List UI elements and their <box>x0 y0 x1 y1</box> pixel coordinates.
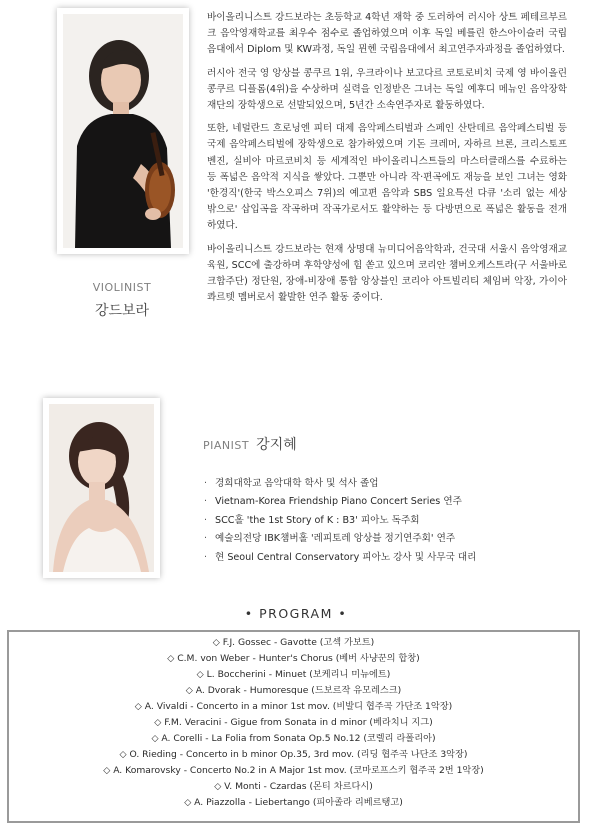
pianist-photo <box>43 398 160 578</box>
bullet-icon: · <box>204 496 208 508</box>
violinist-portrait <box>63 14 183 248</box>
bullet-icon: · <box>204 551 208 563</box>
program-item: ◇ F.J. Gossec - Gavotte (고섹 가보트) <box>212 637 375 648</box>
pianist-name: 강지혜 <box>256 437 297 453</box>
career-item: Vietnam-Korea Friendship Piano Concert Series 연주 <box>215 496 462 508</box>
bullet-icon: · <box>204 478 208 489</box>
list-item <box>204 530 476 548</box>
list-item <box>204 475 476 493</box>
bullet-icon: · <box>204 533 208 545</box>
violinist-name: 강드보라 <box>94 303 150 319</box>
program-item: ◇ F.M. Veracini - Gigue from Sonata in d minor (베라치니 지그) <box>154 717 433 728</box>
program-title: • PROGRAM • <box>244 606 348 621</box>
program-item: ◇ O. Rieding - Concerto in b minor Op.35, 3rd mov. (리딩 협주곡 나단조 3악장) <box>119 749 468 760</box>
career-item: 예술의전당 IBK챔버홀 '레피토레 앙상블 정기연주회' 연주 <box>215 533 456 545</box>
pianist-portrait <box>49 404 154 572</box>
career-item: 경희대학교 음악대학 학사 및 석사 졸업 <box>215 478 379 489</box>
program-item: ◇ A. Dvorak - Humoresque (드보르작 유모레스크) <box>185 685 402 696</box>
program-item: ◇ A. Komarovsky - Concerto No.2 in A Major 1st mov. (코마로프스키 협주곡 2번 1악장) <box>103 765 484 776</box>
list-item <box>204 512 476 530</box>
program-item: ◇ C.M. von Weber - Hunter's Chorus (베버 사냥꾼의 합창) <box>167 653 420 664</box>
program-box <box>7 630 580 823</box>
program-item: ◇ A. Piazzolla - Liebertango (피아졸라 리베르탱고) <box>184 797 403 808</box>
list-item <box>204 493 476 511</box>
pianist-career-list <box>204 475 476 567</box>
bio-paragraph: 또한, 네덜란드 흐로닝엔 피터 대제 음악페스티벌과 스페인 산탄데르 음악페스티벌 등 국제 음악페스티벌에 장학생으로 참가하였으며 기돈 크레머, 자하르 브론, 크리스토프 벤진, 실비아 마르코비치 등 세계적인 바이올리니스트들의 마스터클래스를 수료하는 등 폭넓은 음악적 지식을 쌓았다. 그뿐만 아니라 작·편곡에도 재능을 보인 그녀는 영화 '한경직'(한국 박스오피스 7위)의 예고편 음악과 SBS 일요특선 다큐 '소리 없는 세상 밖으로' 삽입곡을 작곡하며 작곡가로서도 활약하는 등 다방면으로 폭넓은 활동을 전개하였다. <box>207 123 567 232</box>
pianist-heading <box>203 434 297 454</box>
violinist-photo <box>57 8 189 254</box>
program-item: ◇ A. Vivaldi - Concerto in a minor 1st mov. (비발디 협주곡 가단조 1악장) <box>134 701 453 712</box>
pianist-role: PIANIST <box>203 439 250 452</box>
career-item: 현 Seoul Central Conservatory 피아노 강사 및 사무국 대리 <box>215 551 477 563</box>
list-item <box>204 549 476 567</box>
bullet-icon: · <box>204 514 208 526</box>
bio-paragraph: 바이올리니스트 강드보라는 초등학교 4학년 재학 중 도러하여 러시아 상트 페테르부르크 음악영재학교를 최우수 점수로 졸업하였으며 이후 독일 베를린 한스아이슬러 국립음대에서 Diplom 및 KW과정, 독일 뮌헨 국립음대에서 최고연주자과정을 졸업하였다. <box>207 12 567 56</box>
bio-paragraph: 러시아 전국 영 앙상블 콩쿠르 1위, 우크라이나 보고다르 코토로비치 국제 영 바이올린 콩쿠르 디플롬(4위)을 수상하며 실력을 인정받은 그녀는 독일 예후디 메뉴인 음악장학재단의 장학생으로 선발되었으며, 5년간 소속연주자로 활동하였다. <box>207 67 567 112</box>
program-list <box>9 632 578 811</box>
career-item: SCC홀 'the 1st Story of K : B3' 피아노 독주회 <box>215 514 420 526</box>
program-item: ◇ L. Boccherini - Minuet (보케리니 미뉴에트) <box>196 669 391 680</box>
violinist-bio <box>207 10 567 313</box>
violinist-role: VIOLINIST <box>92 281 152 294</box>
program-item: ◇ A. Corelli - La Folia from Sonata Op.5 No.12 (코렐리 라폴리아) <box>151 733 436 744</box>
bio-paragraph: 바이올리니스트 강드보라는 현재 상명대 뉴미디어음악학과, 건국대 서울시 음악영재교육원, SCC에 출강하며 후학양성에 힘 쏟고 있으며 코리안 챔버오케스트라(구 서울바로크합주단) 정단원, 장애-비장애 통합 앙상블인 코리아 아트빌리티 체임버 악장, 가이아 콰르텟 멤버로서 활발한 연주 활동 중이다. <box>207 243 567 304</box>
program-item: ◇ V. Monti - Czardas (몬티 차르다시) <box>214 781 373 792</box>
